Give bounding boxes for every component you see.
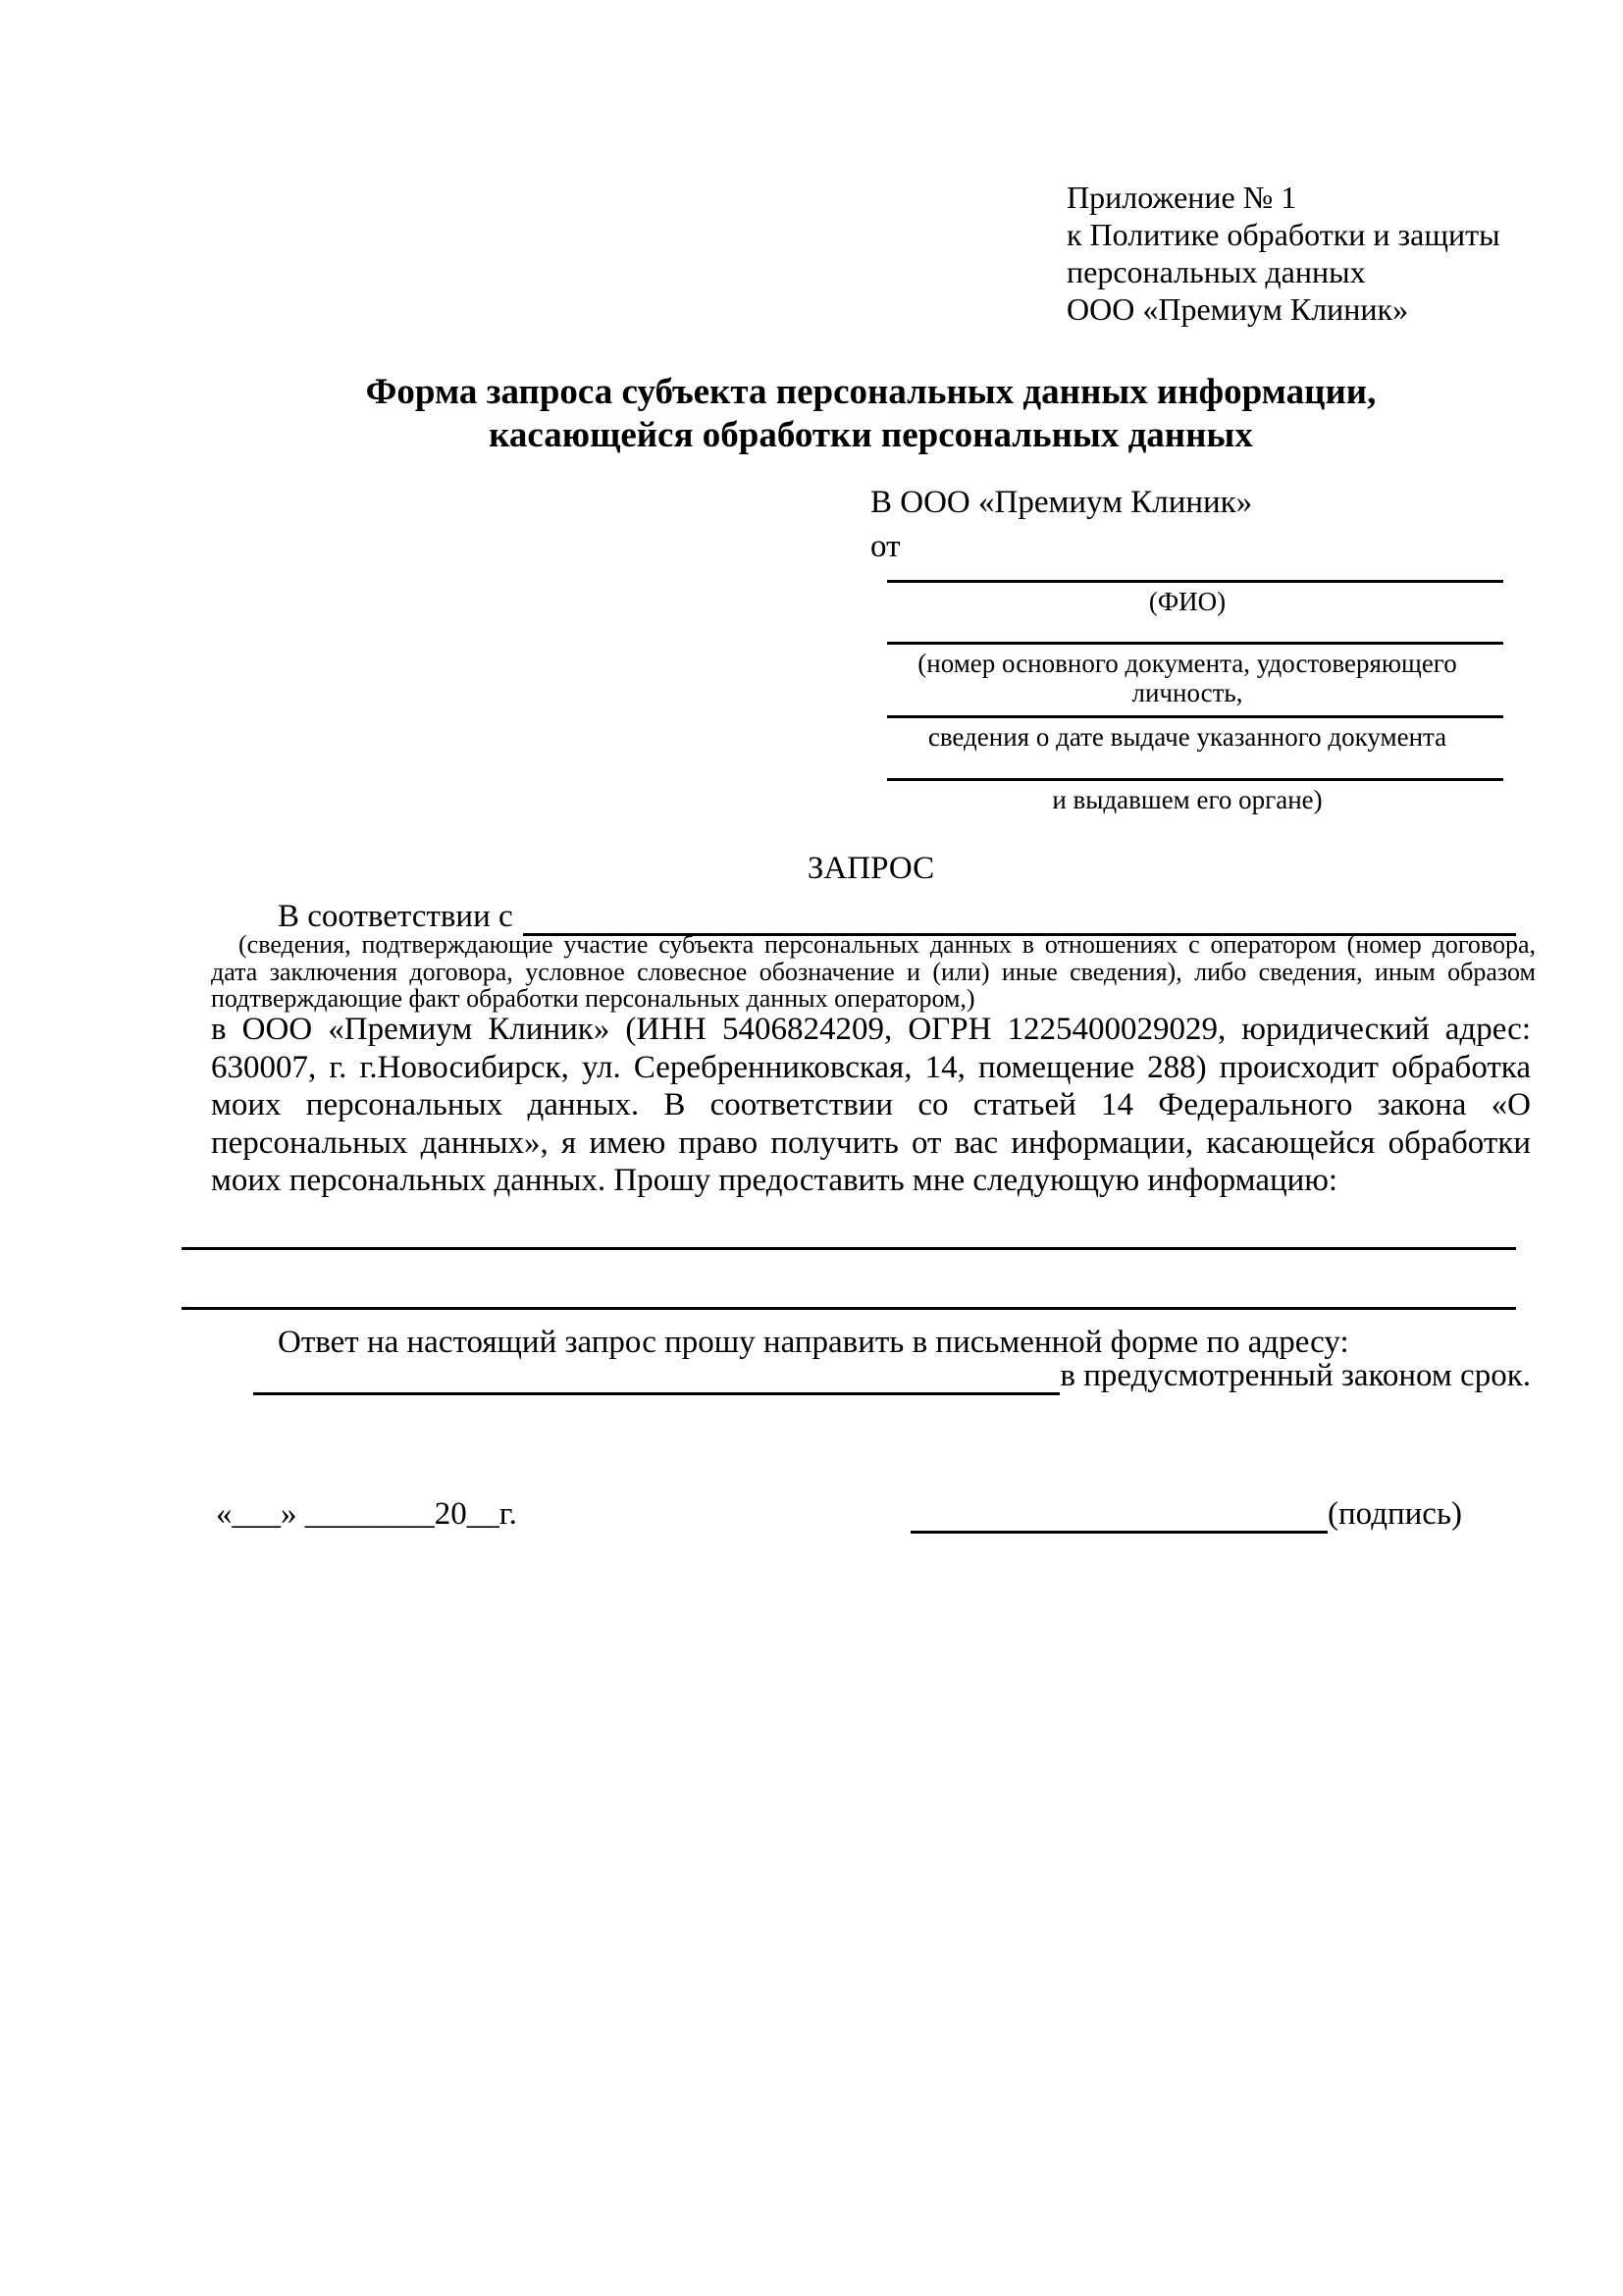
signature-fill-line — [911, 1495, 1328, 1534]
form-title — [211, 371, 1531, 457]
annex-block — [1067, 179, 1500, 328]
doc-number-field-line — [887, 642, 1503, 645]
request-heading: ЗАПРОС — [807, 851, 935, 886]
form-title-line-1: Форма запроса субъекта персональных данных информации, — [365, 372, 1377, 412]
signature-row — [911, 1494, 1462, 1534]
info-blank-line-2 — [182, 1307, 1516, 1310]
fio-field-line — [887, 580, 1503, 583]
issue-date-field-caption: сведения о дате выдаче указанного документа — [927, 722, 1447, 752]
addressee-org: В ООО «Премиум Клиник» — [870, 485, 1253, 520]
date-blank: «___» ________20__г. — [216, 1496, 517, 1532]
annex-line-1: Приложение № 1 — [1067, 180, 1297, 215]
reply-paragraph: Ответ на настоящий запрос прошу направить в письменной форме по адресу: — [278, 1325, 1349, 1360]
addressee-from-label: от — [870, 529, 901, 564]
reply-suffix: в предусмотренный законом срок. — [1060, 1358, 1531, 1393]
annex-line-2: к Политике обработки и защиты — [1067, 217, 1500, 252]
body-paragraph: в ООО «Премиум Клиник» (ИНН 5406824209, ОГРН 1225400029029, юридический адрес: 630007, г. г.Новосибирск, ул. Серебренниковская, 14, помещение 288) происходит обработка моих персональных данных. В соответствии со статьей 14 Федерального закона «О персональных данных», я имею право получить от вас информации, касающейся обработки моих персональных данных. Прошу предоставить мне следующую информацию: — [211, 1012, 1531, 1198]
doc-number-field-caption: (номер основного документа, удостоверяющего личность, — [917, 649, 1457, 707]
annex-line-3: персональных данных — [1067, 254, 1366, 289]
address-fill-line — [253, 1357, 1060, 1395]
info-blank-line-1 — [182, 1247, 1516, 1250]
reply-address-row — [253, 1356, 1531, 1395]
footnote-text: (сведения, подтверждающие участие субъекта персональных данных в отношениях с оператором (номер договора, дата заключения договора, условное словесное обозначение и (или) иные сведения), либо сведения, иным образом подтверждающие факт обработки персональных данных оператором,) — [211, 930, 1536, 1013]
issuer-field-line — [887, 778, 1503, 781]
issuer-field-caption: и выдавшем его органе) — [1052, 785, 1323, 814]
annex-line-4: ООО «Премиум Клиник» — [1067, 291, 1409, 327]
form-title-line-2: касающейся обработки персональных данных — [489, 415, 1253, 455]
fio-field-caption: (ФИО) — [1148, 587, 1227, 616]
intro-prefix: В соответствии с — [278, 899, 513, 934]
issue-date-field-line — [887, 715, 1503, 718]
signature-caption: (подпись) — [1328, 1496, 1462, 1532]
